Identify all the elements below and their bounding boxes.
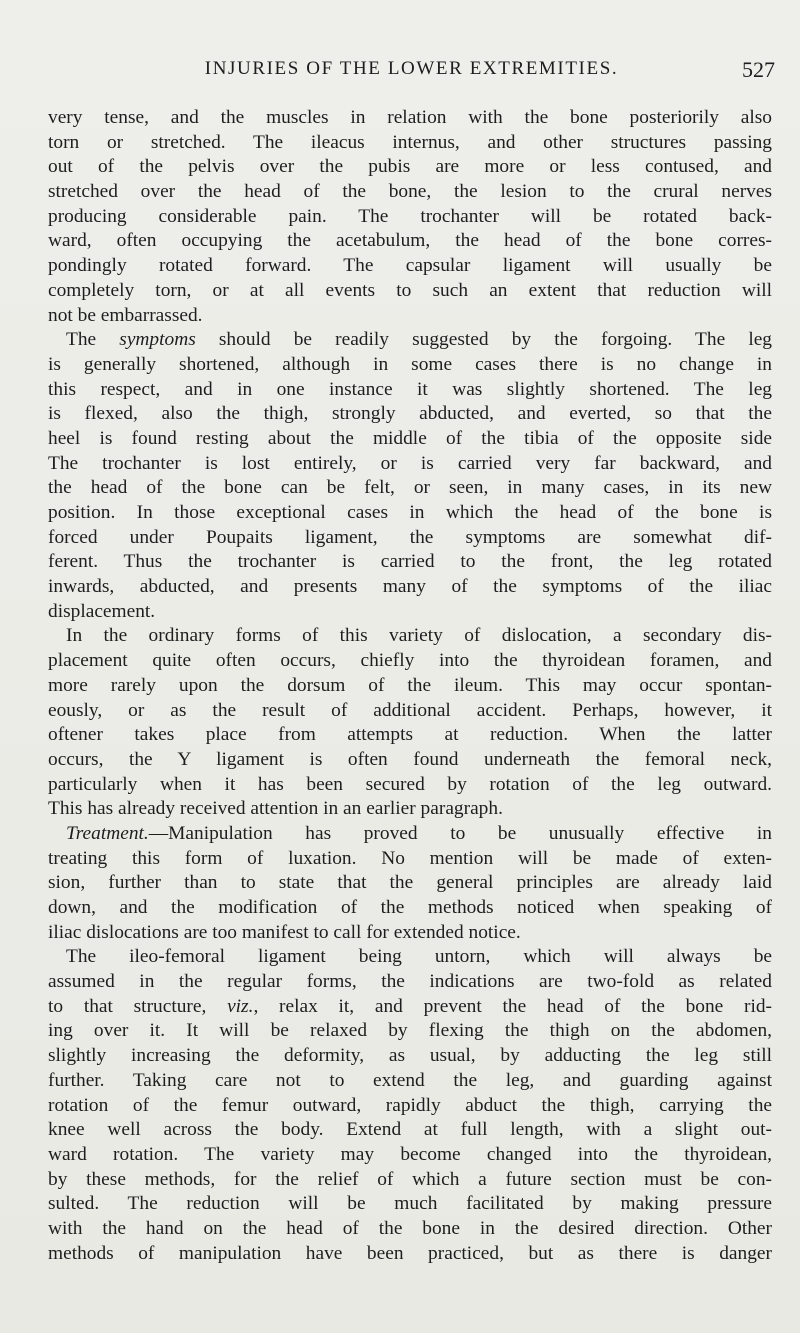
text-line: out of the pelvis over the pubis are more or less contused, and (48, 156, 772, 178)
text-line: stretched over the head of the bone, the lesion to the crural nerves (48, 181, 772, 203)
text-line: forced under Poupaits ligament, the symptoms are somewhat dif- (48, 526, 772, 548)
text-line: displacement. (48, 600, 156, 622)
text-line: This has already received attention in an earlier paragraph. (48, 798, 503, 820)
text-line: ward, often occupying the acetabulum, the head of the bone corres- (48, 230, 772, 252)
text-line: not be embarrassed. (48, 304, 203, 326)
text-line: torn or stretched. The ileacus internus, and other structures passing (48, 131, 772, 153)
text-line: is generally shortened, although in some cases there is no change in (48, 353, 772, 375)
text-line: occurs, the Y ligament is often found underneath the femoral neck, (48, 748, 772, 770)
text-line: with the hand on the head of the bone in the desired direction. Other (48, 1217, 772, 1239)
text-line: The ileo-femoral ligament being untorn, which will always be (66, 946, 772, 968)
chapter-title: INJURIES OF THE LOWER EXTREMITIES. (204, 58, 619, 79)
running-head (48, 58, 775, 88)
text-line (48, 822, 772, 847)
italic-term: viz. (227, 995, 254, 1017)
text-line: ferent. Thus the trochanter is carried to the front, the leg rotated (48, 551, 772, 573)
text-line: treating this form of luxation. No mention will be made of exten- (48, 847, 772, 869)
text-line: is flexed, also the thigh, strongly abducted, and everted, so that the (48, 403, 772, 425)
text-line: pondingly rotated forward. The capsular ligament will usually be (48, 255, 772, 277)
text-line: placement quite often occurs, chiefly into the thyroidean foramen, and (48, 650, 772, 672)
text-line: knee well across the body. Extend at full length, with a slight out- (48, 1119, 772, 1141)
text-line: sulted. The reduction will be much facilitated by making pressure (48, 1193, 772, 1215)
text-line: particularly when it has been secured by rotation of the leg outward. (48, 773, 772, 795)
italic-term: Treatment. (66, 822, 149, 844)
text-line: rotation of the femur outward, rapidly abduct the thigh, carrying the (48, 1094, 772, 1116)
text-run: , relax it, and prevent the head of the bone rid- (253, 995, 772, 1017)
text-line (48, 995, 772, 1020)
text-line: ward rotation. The variety may become changed into the thyroidean, (48, 1143, 772, 1165)
text-line: eously, or as the result of additional accident. Perhaps, however, it (48, 699, 772, 721)
text-line: further. Taking care not to extend the leg, and guarding against (48, 1069, 772, 1091)
text-line (48, 328, 772, 353)
text-line: position. In those exceptional cases in which the head of the bone is (48, 502, 772, 523)
text-line: producing considerable pain. The trochanter will be rotated back- (48, 205, 772, 227)
text-line: completely torn, or at all events to such an extent that reduction will (48, 279, 772, 301)
text-run: to that structure, (48, 995, 228, 1017)
italic-term: symptoms (119, 329, 196, 351)
text-line: very tense, and the muscles in relation with the bone posteriorily also (48, 107, 772, 128)
text-line: sion, further than to state that the general principles are already laid (48, 872, 772, 894)
text-line: by these methods, for the relief of which a future section must be con- (48, 1168, 772, 1190)
text-line: more rarely upon the dorsum of the ileum. This may occur spontan- (48, 674, 772, 696)
text-line: slightly increasing the deformity, as usual, by adducting the leg still (48, 1045, 772, 1067)
text-line: In the ordinary forms of this variety of dislocation, a secondary dis- (66, 625, 772, 647)
text-line: down, and the modification of the methods noticed when speaking of (48, 897, 772, 918)
text-run: —Manipulation has proved to be unusually effective in (148, 822, 772, 844)
text-run: should be readily suggested by the forgoing. The leg (195, 329, 773, 351)
text-line: the head of the bone can be felt, or seen, in many cases, in its new (48, 477, 772, 499)
text-line: heel is found resting about the middle of the tibia of the opposite side (48, 427, 772, 449)
text-line: ing over it. It will be relaxed by flexing the thigh on the abdomen, (48, 1020, 772, 1042)
body-text (48, 106, 772, 1266)
text-line: oftener takes place from attempts at reduction. When the latter (48, 724, 772, 746)
text-line: The trochanter is lost entirely, or is carried very far backward, and (48, 452, 772, 474)
text-line: inwards, abducted, and presents many of the symptoms of the iliac (48, 576, 772, 598)
text-run: The (66, 329, 120, 351)
page-number: 527 (742, 57, 775, 82)
text-line: this respect, and in one instance it was slightly shortened. The leg (48, 378, 772, 400)
text-line: methods of manipulation have been practiced, but as there is danger (48, 1242, 772, 1264)
text-line: iliac dislocations are too manifest to call for extended notice. (48, 921, 521, 943)
text-line: assumed in the regular forms, the indications are two-fold as related (48, 971, 772, 993)
